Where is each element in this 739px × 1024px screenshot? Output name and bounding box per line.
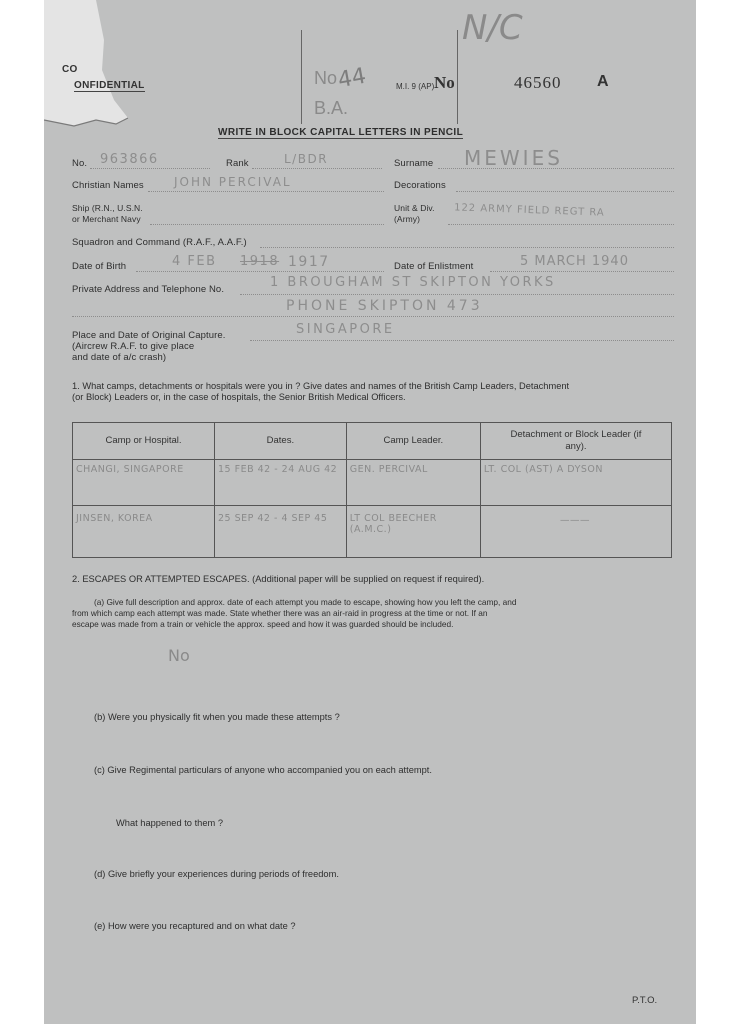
camps-table-header-row	[73, 423, 672, 460]
christian-names-label: Christian Names	[72, 180, 144, 191]
ba-label: B.A.	[314, 98, 349, 118]
ba-number: 44	[336, 63, 368, 94]
dob-label: Date of Birth	[72, 261, 127, 272]
service-number-value: 963866	[100, 152, 159, 167]
camp-dates: 25 SEP 42 - 4 SEP 45	[218, 513, 328, 524]
pto-label: P.T.O.	[632, 995, 658, 1006]
squadron-label: Squadron and Command (R.A.F., A.A.F.)	[72, 237, 247, 248]
classification-prefix: CO	[62, 64, 78, 75]
capture-label-line3: and date of a/c crash)	[72, 352, 167, 363]
camp-dates: 15 FEB 42 - 24 AUG 42	[218, 464, 338, 475]
address-label: Private Address and Telephone No.	[72, 284, 225, 295]
camps-header-camp: Camp or Hospital.	[73, 423, 215, 460]
capture-label-line2: (Aircrew R.A.F. to give place	[72, 341, 195, 352]
question-2c-followup: What happened to them ?	[116, 818, 223, 828]
rank-label: Rank	[226, 158, 249, 169]
torn-corner	[44, 0, 139, 135]
dob-day-month: 4 FEB	[172, 254, 217, 269]
question-2a-answer: No	[168, 646, 190, 665]
address-line2: PHONE SKIPTON 473	[286, 298, 483, 314]
camp-name: CHANGI, SINGAPORE	[76, 464, 184, 475]
capture-label-line1: Place and Date of Original Capture.	[72, 330, 226, 341]
camp-name: JINSEN, KOREA	[76, 513, 153, 524]
camps-header-leader: Camp Leader.	[346, 423, 480, 460]
question-1-line1: 1. What camps, detachments or hospitals were you in ? Give dates and names of the British Camp Leaders, Detachment	[72, 381, 570, 391]
ship-label-line2: or Merchant Navy	[72, 214, 141, 224]
unit-label-line1: Unit & Div.	[394, 203, 435, 213]
ba-no-label: No	[314, 68, 338, 88]
question-2c: (c) Give Regimental particulars of anyone who accompanied you on each attempt.	[94, 765, 432, 775]
service-number-label: No.	[72, 158, 88, 169]
rank-value: L/BDR	[284, 152, 329, 166]
question-2a-line2: from which camp each attempt was made. State whether there was an air-raid in progress at the time or not. If an	[72, 608, 488, 618]
decorations-label: Decorations	[394, 180, 446, 191]
form-instruction: WRITE IN BLOCK CAPITAL LETTERS IN PENCIL	[218, 127, 464, 138]
table-row	[73, 506, 672, 558]
camps-header-dates: Dates.	[215, 423, 347, 460]
question-2b: (b) Were you physically fit when you made these attempts ?	[94, 712, 340, 722]
address-line1: 1 BROUGHAM ST SKIPTON YORKS	[270, 275, 556, 290]
camps-table	[72, 422, 672, 558]
number-label: No	[434, 73, 455, 92]
camp-detachment-leader: ———	[559, 515, 590, 526]
camps-header-detachment: Detachment or Block Leader (if any).	[480, 423, 671, 460]
form-sheet	[44, 0, 696, 1024]
camp-leader: LT COL BEECHER (A.M.C.)	[349, 513, 437, 535]
form-number: 46560	[514, 73, 562, 92]
dob-year: 1917	[288, 254, 330, 270]
capture-value: SINGAPORE	[296, 322, 395, 337]
form-reference: M.I. 9 (AP)	[396, 82, 435, 91]
table-row	[73, 460, 672, 506]
dob-struck-year: 1918	[240, 254, 280, 269]
ship-label-line1: Ship (R.N., U.S.N.	[72, 203, 143, 213]
camp-detachment-leader: LT. COL (AST) A DYSON	[483, 464, 603, 475]
question-2a-line1: (a) Give full description and approx. date of each attempt you made to escape, showing how you left the camp, and	[94, 597, 517, 607]
question-2d: (d) Give briefly your experiences during periods of freedom.	[94, 869, 339, 879]
question-2-heading: 2. ESCAPES OR ATTEMPTED ESCAPES. (Additional paper will be supplied on request if required).	[72, 574, 485, 584]
form-number-suffix: A	[597, 73, 609, 90]
unit-label-line2: (Army)	[394, 214, 421, 224]
classification-label: ONFIDENTIAL	[74, 80, 145, 91]
question-1-line2: (or Block) Leaders or, in the case of hospitals, the Senior British Medical Officers.	[72, 392, 406, 402]
corner-mark: N/C	[462, 8, 523, 48]
question-2e: (e) How were you recaptured and on what date ?	[94, 921, 296, 931]
christian-names-value: JOHN PERCIVAL	[174, 175, 292, 189]
unit-value: 122 ARMY FIELD REGT RA	[453, 202, 605, 219]
camp-leader: GEN. PERCIVAL	[349, 464, 428, 475]
enlistment-label: Date of Enlistment	[394, 261, 474, 272]
question-2a-line3: escape was made from a train or vehicle the approx. speed and how it was guarded should be included.	[72, 619, 454, 629]
enlistment-value: 5 MARCH 1940	[520, 254, 629, 269]
surname-label: Surname	[394, 158, 434, 169]
surname-value: MEWIES	[464, 146, 563, 170]
